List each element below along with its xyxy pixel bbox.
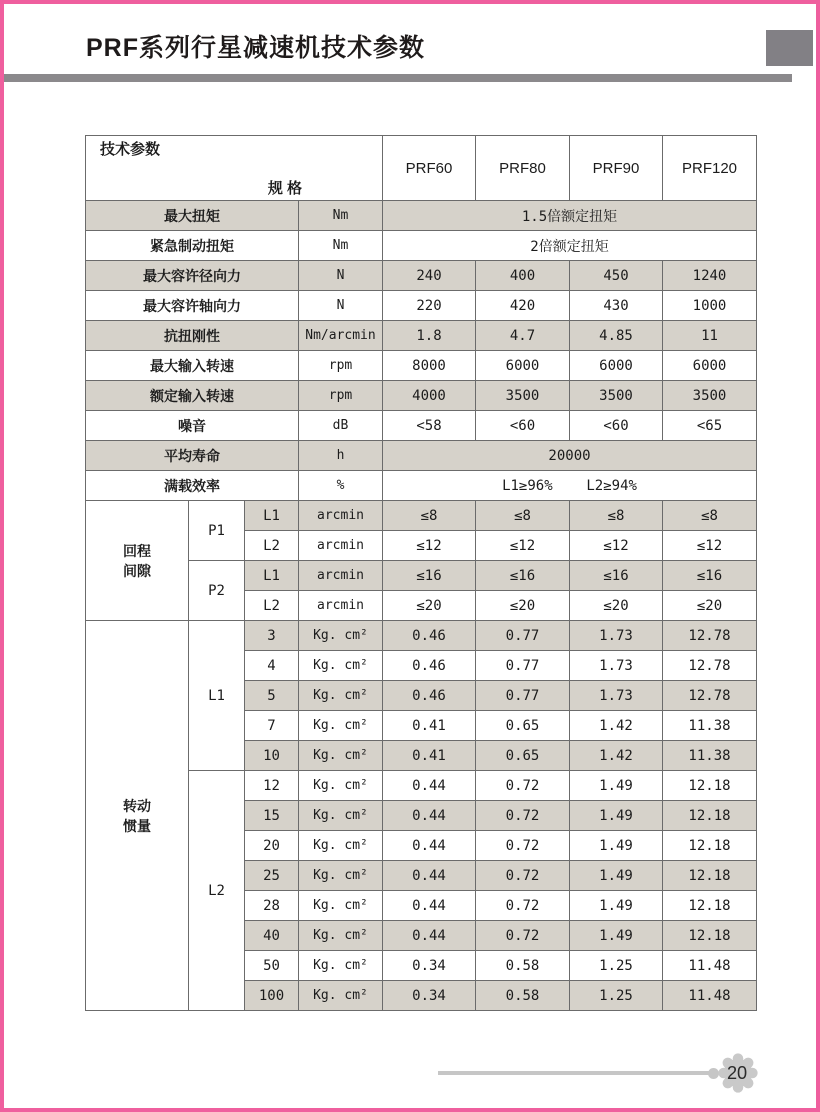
- value-cell: 1.42: [570, 711, 663, 741]
- unit-cell: Kg. cm²: [299, 681, 383, 711]
- unit-cell: Kg. cm²: [299, 801, 383, 831]
- param-label: 最大输入转速: [86, 351, 299, 381]
- value-cell: ≤8: [476, 501, 570, 531]
- unit-cell: Kg. cm²: [299, 921, 383, 951]
- column-header-prf80: PRF80: [476, 136, 570, 201]
- unit-cell: Kg. cm²: [299, 891, 383, 921]
- value-cell: ≤16: [663, 561, 757, 591]
- title-underline-bar: [0, 74, 792, 82]
- value-cell: 1.25: [570, 951, 663, 981]
- ratio-cell: 20: [245, 831, 299, 861]
- corner-label-spec: 规 格: [267, 180, 302, 197]
- merged-value-cell: 1.5倍额定扭矩: [383, 201, 757, 231]
- value-cell: ≤12: [476, 531, 570, 561]
- value-cell: ≤20: [663, 591, 757, 621]
- value-cell: ≤16: [383, 561, 476, 591]
- stage-cell: L2: [245, 531, 299, 561]
- unit-cell: Kg. cm²: [299, 771, 383, 801]
- unit-cell: Kg. cm²: [299, 711, 383, 741]
- value-cell: 0.72: [476, 861, 570, 891]
- value-cell: 1.49: [570, 831, 663, 861]
- value-cell: 12.78: [663, 621, 757, 651]
- value-cell: 1.73: [570, 651, 663, 681]
- unit-cell: arcmin: [299, 501, 383, 531]
- unit-cell: dB: [299, 411, 383, 441]
- value-cell: 0.72: [476, 891, 570, 921]
- value-cell: 1.8: [383, 321, 476, 351]
- value-cell: 430: [570, 291, 663, 321]
- value-cell: 0.72: [476, 921, 570, 951]
- value-cell: 0.72: [476, 771, 570, 801]
- value-cell: 0.34: [383, 981, 476, 1011]
- value-cell: 0.41: [383, 711, 476, 741]
- page-number: 20: [726, 1062, 748, 1083]
- value-cell: 1.49: [570, 921, 663, 951]
- ratio-cell: 25: [245, 861, 299, 891]
- ratio-cell: 40: [245, 921, 299, 951]
- value-cell: 0.46: [383, 651, 476, 681]
- value-cell: ≤12: [383, 531, 476, 561]
- value-cell: 12.18: [663, 861, 757, 891]
- value-cell: 400: [476, 261, 570, 291]
- value-cell: ≤20: [476, 591, 570, 621]
- value-cell: 450: [570, 261, 663, 291]
- value-cell: 3500: [570, 381, 663, 411]
- value-cell: 0.44: [383, 831, 476, 861]
- value-cell: 11.48: [663, 951, 757, 981]
- value-cell: 6000: [663, 351, 757, 381]
- header-accent-block: [766, 30, 813, 66]
- value-cell: 11.48: [663, 981, 757, 1011]
- value-cell: 1.73: [570, 621, 663, 651]
- param-label: 噪音: [86, 411, 299, 441]
- section-label-inertia: 转动 惯量: [86, 621, 189, 1011]
- value-cell: <58: [383, 411, 476, 441]
- value-cell: 0.58: [476, 981, 570, 1011]
- value-cell: 8000: [383, 351, 476, 381]
- value-cell: 0.44: [383, 921, 476, 951]
- unit-cell: Kg. cm²: [299, 741, 383, 771]
- value-cell: 0.77: [476, 621, 570, 651]
- value-cell: 11.38: [663, 711, 757, 741]
- value-cell: 0.65: [476, 711, 570, 741]
- ratio-cell: 5: [245, 681, 299, 711]
- value-cell: 1.73: [570, 681, 663, 711]
- unit-cell: N: [299, 291, 383, 321]
- value-cell: 1.42: [570, 741, 663, 771]
- corner-header-cell: [86, 136, 383, 201]
- corner-label-params: 技术参数: [100, 141, 161, 158]
- column-header-prf120: PRF120: [663, 136, 757, 201]
- spec-table: [85, 135, 757, 1011]
- value-cell: 12.18: [663, 891, 757, 921]
- page-number-badge: [715, 1050, 761, 1096]
- value-cell: ≤12: [570, 531, 663, 561]
- param-label: 平均寿命: [86, 441, 299, 471]
- ratio-cell: 4: [245, 651, 299, 681]
- value-cell: 1.49: [570, 801, 663, 831]
- value-cell: 0.34: [383, 951, 476, 981]
- merged-value-cell: L1≥96% L2≥94%: [383, 471, 757, 501]
- unit-cell: Nm: [299, 231, 383, 261]
- unit-cell: h: [299, 441, 383, 471]
- unit-cell: Kg. cm²: [299, 951, 383, 981]
- unit-cell: Kg. cm²: [299, 981, 383, 1011]
- param-label: 额定输入转速: [86, 381, 299, 411]
- stage-cell: L2: [245, 591, 299, 621]
- param-label: 最大容许径向力: [86, 261, 299, 291]
- unit-cell: Nm: [299, 201, 383, 231]
- value-cell: ≤16: [570, 561, 663, 591]
- param-label: 紧急制动扭矩: [86, 231, 299, 261]
- merged-value-cell: 20000: [383, 441, 757, 471]
- value-cell: 0.77: [476, 651, 570, 681]
- value-cell: 0.44: [383, 891, 476, 921]
- ratio-cell: 50: [245, 951, 299, 981]
- unit-cell: Kg. cm²: [299, 861, 383, 891]
- value-cell: ≤12: [663, 531, 757, 561]
- grade-cell: P2: [189, 561, 245, 621]
- ratio-cell: 15: [245, 801, 299, 831]
- param-label: 抗扭刚性: [86, 321, 299, 351]
- section-label-backlash: 回程 间隙: [86, 501, 189, 621]
- value-cell: <60: [570, 411, 663, 441]
- value-cell: ≤20: [570, 591, 663, 621]
- value-cell: 0.41: [383, 741, 476, 771]
- value-cell: 3500: [663, 381, 757, 411]
- value-cell: ≤16: [476, 561, 570, 591]
- value-cell: 12.18: [663, 771, 757, 801]
- value-cell: 6000: [476, 351, 570, 381]
- value-cell: 240: [383, 261, 476, 291]
- param-label: 最大扭矩: [86, 201, 299, 231]
- grade-cell: P1: [189, 501, 245, 561]
- unit-cell: Nm/arcmin: [299, 321, 383, 351]
- ratio-cell: 100: [245, 981, 299, 1011]
- value-cell: 1.49: [570, 771, 663, 801]
- unit-cell: arcmin: [299, 561, 383, 591]
- value-cell: 0.44: [383, 801, 476, 831]
- value-cell: ≤20: [383, 591, 476, 621]
- value-cell: 1.25: [570, 981, 663, 1011]
- param-label: 最大容许轴向力: [86, 291, 299, 321]
- unit-cell: rpm: [299, 381, 383, 411]
- merged-value-cell: 2倍额定扭矩: [383, 231, 757, 261]
- unit-cell: rpm: [299, 351, 383, 381]
- value-cell: 4.7: [476, 321, 570, 351]
- unit-cell: N: [299, 261, 383, 291]
- value-cell: 0.77: [476, 681, 570, 711]
- value-cell: 12.78: [663, 651, 757, 681]
- value-cell: 6000: [570, 351, 663, 381]
- stage-cell: L2: [189, 771, 245, 1011]
- column-header-prf60: PRF60: [383, 136, 476, 201]
- stage-cell: L1: [189, 621, 245, 771]
- value-cell: 1.49: [570, 861, 663, 891]
- unit-cell: Kg. cm²: [299, 621, 383, 651]
- value-cell: 0.72: [476, 831, 570, 861]
- value-cell: 0.72: [476, 801, 570, 831]
- stage-cell: L1: [245, 501, 299, 531]
- value-cell: <65: [663, 411, 757, 441]
- value-cell: ≤8: [570, 501, 663, 531]
- value-cell: 12.78: [663, 681, 757, 711]
- value-cell: 1.49: [570, 891, 663, 921]
- value-cell: 0.65: [476, 741, 570, 771]
- value-cell: 0.46: [383, 681, 476, 711]
- column-header-prf90: PRF90: [570, 136, 663, 201]
- value-cell: 0.46: [383, 621, 476, 651]
- value-cell: 4000: [383, 381, 476, 411]
- unit-cell: arcmin: [299, 591, 383, 621]
- unit-cell: Kg. cm²: [299, 831, 383, 861]
- page-title: PRF系列行星减速机技术参数: [86, 34, 426, 62]
- value-cell: 12.18: [663, 921, 757, 951]
- value-cell: ≤8: [663, 501, 757, 531]
- value-cell: 0.44: [383, 861, 476, 891]
- ratio-cell: 3: [245, 621, 299, 651]
- value-cell: 420: [476, 291, 570, 321]
- value-cell: ≤8: [383, 501, 476, 531]
- value-cell: 0.58: [476, 951, 570, 981]
- gear-icon: [715, 1050, 761, 1096]
- value-cell: <60: [476, 411, 570, 441]
- value-cell: 220: [383, 291, 476, 321]
- unit-cell: %: [299, 471, 383, 501]
- param-label: 满载效率: [86, 471, 299, 501]
- ratio-cell: 10: [245, 741, 299, 771]
- ratio-cell: 7: [245, 711, 299, 741]
- ratio-cell: 12: [245, 771, 299, 801]
- footer-rule: [438, 1071, 712, 1075]
- value-cell: 12.18: [663, 801, 757, 831]
- value-cell: 11: [663, 321, 757, 351]
- value-cell: 12.18: [663, 831, 757, 861]
- value-cell: 11.38: [663, 741, 757, 771]
- value-cell: 3500: [476, 381, 570, 411]
- value-cell: 1000: [663, 291, 757, 321]
- unit-cell: Kg. cm²: [299, 651, 383, 681]
- value-cell: 1240: [663, 261, 757, 291]
- value-cell: 4.85: [570, 321, 663, 351]
- value-cell: 0.44: [383, 771, 476, 801]
- stage-cell: L1: [245, 561, 299, 591]
- unit-cell: arcmin: [299, 531, 383, 561]
- ratio-cell: 28: [245, 891, 299, 921]
